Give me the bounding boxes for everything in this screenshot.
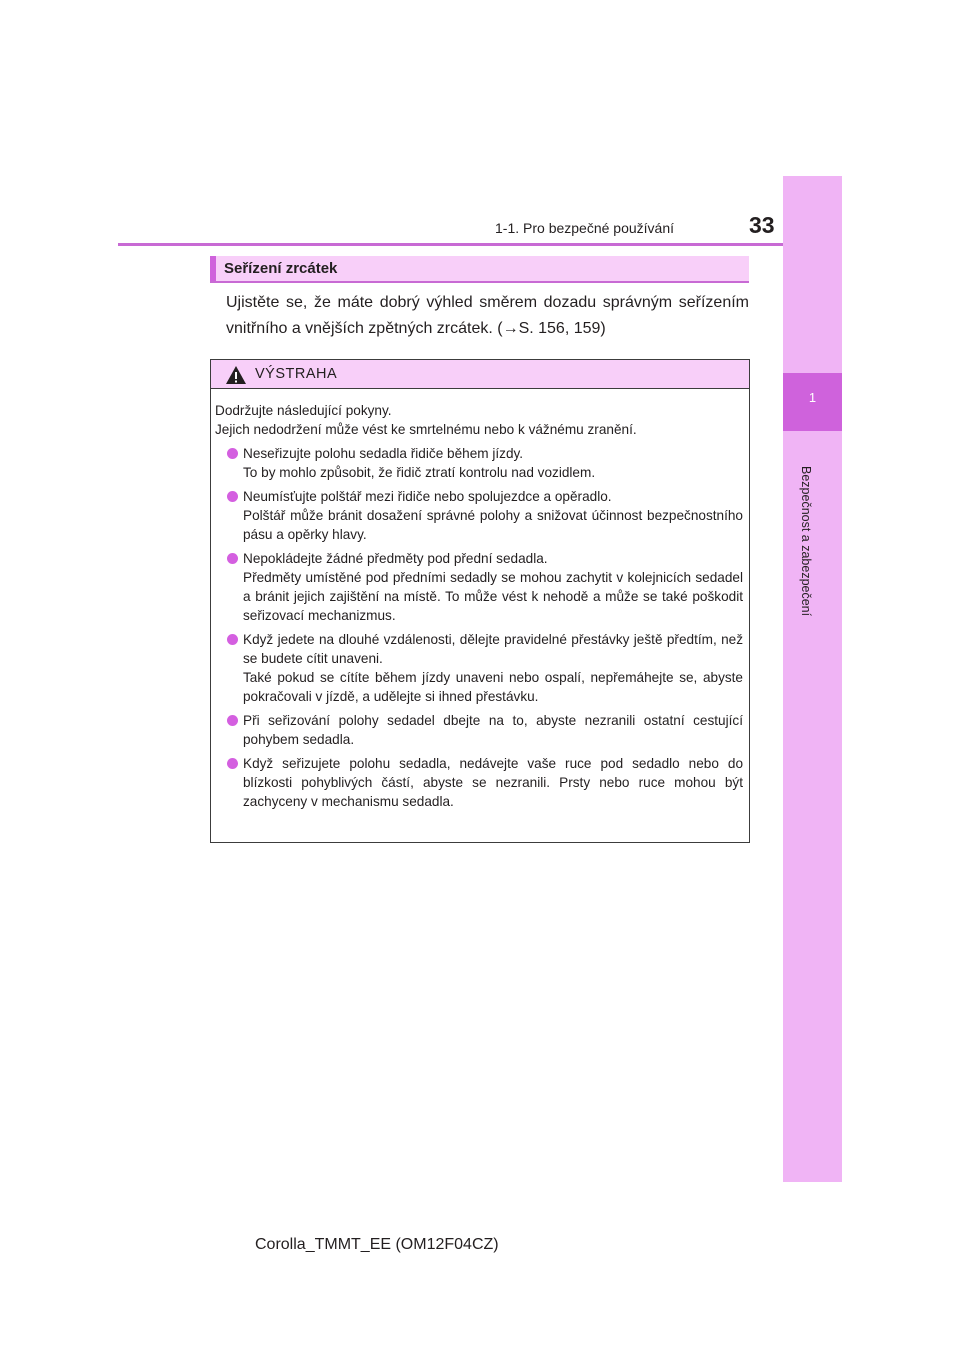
warning-box: [210, 359, 750, 843]
chapter-side-tab[interactable]: [783, 176, 842, 1182]
list-item: Při seřizování polohy sedadel dbejte na to, abyste nezranili ostatní cestující pohybem sedadla.: [215, 711, 743, 749]
footer-doc-id: Corolla_TMMT_EE (OM12F04CZ): [255, 1236, 499, 1253]
intro-paragraph: Ujistěte se, že máte dobrý výhled směrem dozadu správným seřízením vnitřního a vnějších zpětných zrcátek. (→S. 156, 159): [226, 294, 749, 337]
warning-title: VÝSTRAHA: [255, 366, 338, 382]
section-label: 1-1. Pro bezpečné používání: [495, 220, 675, 236]
warning-list: [215, 444, 743, 811]
warning-triangle-icon: [225, 365, 247, 385]
bullet-icon: [227, 634, 238, 645]
warning-intro-line: Jejich nedodržení může vést ke smrtelnému nebo k vážnému zranění.: [215, 422, 637, 437]
page-number: 33: [749, 212, 775, 238]
bullet-icon: [227, 491, 238, 502]
warning-body: [211, 389, 749, 811]
chapter-title: Bezpečnost a zabezpečení: [799, 466, 813, 617]
list-item: Neumísťujte polštář mezi řidiče nebo spolujezdce a opěradlo. Polštář může bránit dosažení správné polohy a snižovat účinnost bezpečnostního pásu a opěrky hlavy.: [215, 487, 743, 544]
list-item: Když seřizujete polohu sedadla, nedávejte vaše ruce pod sedadlo nebo do blízkosti pohyblivých částí, abyste se nezranili. Prsty nebo ruce mohou být zachyceny v mechanismu sedadla.: [215, 754, 743, 811]
list-item: Nepokládejte žádné předměty pod přední sedadla. Předměty umístěné pod předními sedadly se mohou zachytit v kolejnicích sedadel a bránit jejich zajištění na místě. To může vést k nehodě a může se také poškodit seřizovací mechanizmus.: [215, 549, 743, 625]
bullet-icon: [227, 448, 238, 459]
warning-intro-line: Dodržujte následující pokyny.: [215, 403, 392, 418]
warning-header: [211, 360, 749, 389]
bullet-icon: [227, 553, 238, 564]
list-item: Když jedete na dlouhé vzdálenosti, dělejte pravidelné přestávky ještě předtím, než se budete cítit unaveni. Také pokud se cítíte během jízdy unaveni nebo ospalí, nepřemáhejte se, abyste pokračovali v jízdě, a udělejte si ihned přestávku.: [215, 630, 743, 706]
section-heading: Seřízení zrcátek: [224, 260, 338, 277]
chapter-number: 1: [808, 390, 817, 405]
bullet-icon: [227, 758, 238, 769]
section-heading-bar: [210, 256, 749, 283]
header-rule: [118, 243, 841, 246]
bullet-icon: [227, 715, 238, 726]
list-item: Neseřizujte polohu sedadla řidiče během jízdy. To by mohlo způsobit, že řidič ztratí kontrolu nad vozidlem.: [215, 444, 743, 482]
